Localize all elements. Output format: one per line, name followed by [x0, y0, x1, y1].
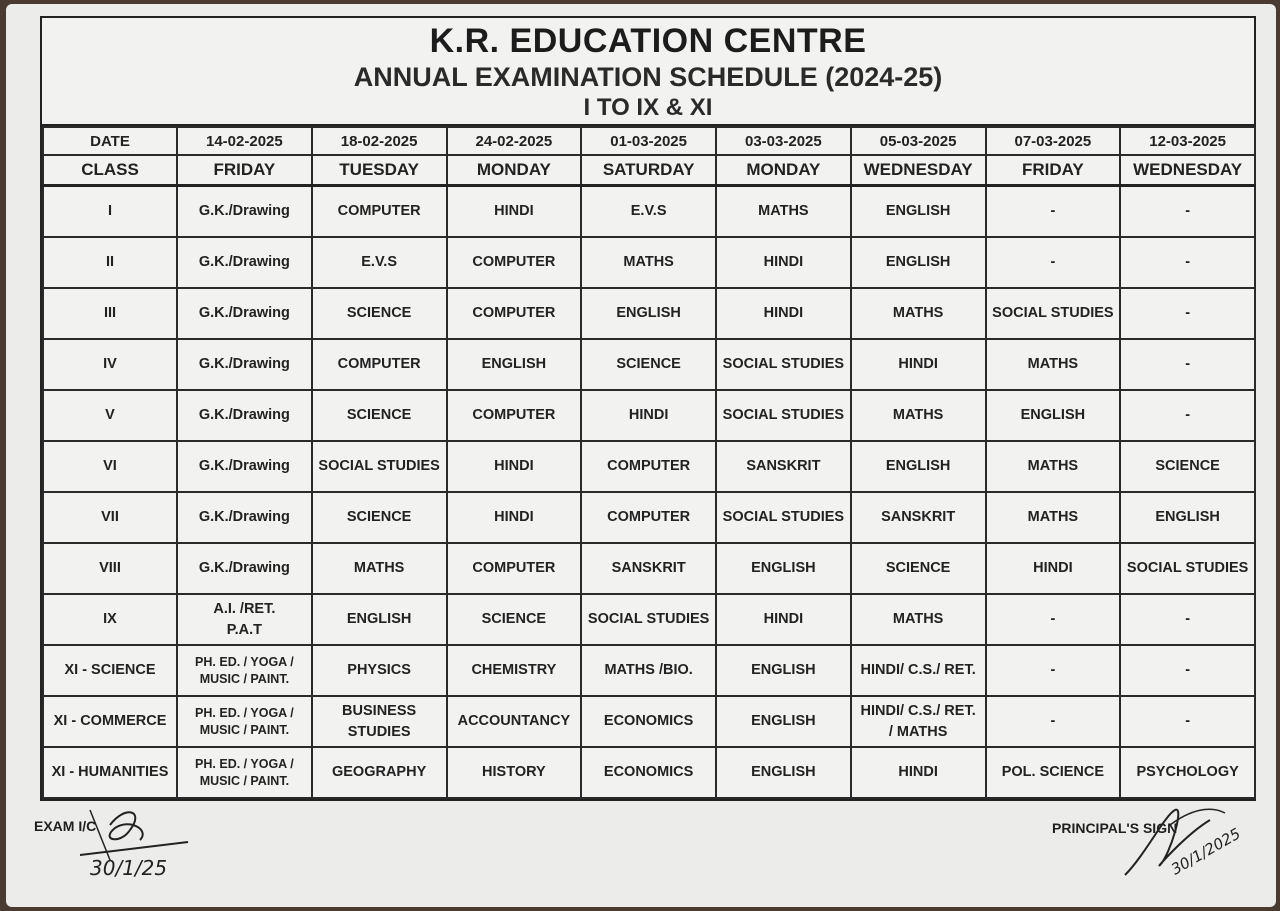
subject-cell: HINDI	[447, 492, 582, 543]
date-cell: 05-03-2025	[851, 127, 986, 155]
subject-cell: HINDI	[716, 288, 851, 339]
table-row	[43, 339, 1255, 390]
subject-cell: ECONOMICS	[581, 696, 716, 747]
subject-cell: COMPUTER	[581, 441, 716, 492]
subject-cell: -	[1120, 237, 1255, 288]
subject-cell: COMPUTER	[312, 186, 447, 238]
day-cell: MONDAY	[716, 155, 851, 186]
day-cell: FRIDAY	[177, 155, 312, 186]
subject-cell: SCIENCE	[312, 492, 447, 543]
class-cell: XI - COMMERCE	[43, 696, 177, 747]
exam-schedule-table	[42, 126, 1256, 799]
subject-cell: MATHS	[581, 237, 716, 288]
subject-cell: HINDI	[986, 543, 1121, 594]
subject-cell: MATHS	[851, 288, 986, 339]
subject-cell: ECONOMICS	[581, 747, 716, 798]
exam-incharge-date: 30/1/25	[90, 856, 168, 880]
subject-cell: ENGLISH	[986, 390, 1121, 441]
subject-cell: G.K./Drawing	[177, 186, 312, 238]
subject-cell: ENGLISH	[447, 339, 582, 390]
subject-cell: HINDI	[447, 186, 582, 238]
subject-cell: SANSKRIT	[716, 441, 851, 492]
table-row	[43, 390, 1255, 441]
subject-cell: -	[986, 696, 1121, 747]
subject-cell: E.V.S	[312, 237, 447, 288]
subject-cell: ACCOUNTANCY	[447, 696, 582, 747]
subject-cell: COMPUTER	[447, 237, 582, 288]
day-cell: FRIDAY	[986, 155, 1121, 186]
subject-cell: CHEMISTRY	[447, 645, 582, 696]
subject-cell: COMPUTER	[447, 543, 582, 594]
subject-cell: GEOGRAPHY	[312, 747, 447, 798]
subject-cell: MATHS	[716, 186, 851, 238]
subject-cell: -	[986, 186, 1121, 238]
subject-cell: SCIENCE	[851, 543, 986, 594]
subject-cell: ENGLISH	[312, 594, 447, 645]
subject-cell: -	[986, 645, 1121, 696]
subject-cell: G.K./Drawing	[177, 492, 312, 543]
table-row	[43, 594, 1255, 645]
class-cell: IX	[43, 594, 177, 645]
subject-cell: -	[1120, 186, 1255, 238]
date-header-row	[43, 127, 1255, 155]
date-cell: 03-03-2025	[716, 127, 851, 155]
day-cell: TUESDAY	[312, 155, 447, 186]
subject-cell: SOCIAL STUDIES	[716, 339, 851, 390]
class-cell: III	[43, 288, 177, 339]
subject-cell: G.K./Drawing	[177, 543, 312, 594]
subject-cell: HINDI	[851, 747, 986, 798]
date-cell: 07-03-2025	[986, 127, 1121, 155]
subject-cell: ENGLISH	[716, 645, 851, 696]
subject-cell: SCIENCE	[1120, 441, 1255, 492]
subject-cell: SOCIAL STUDIES	[312, 441, 447, 492]
day-cell: SATURDAY	[581, 155, 716, 186]
subject-cell: -	[986, 237, 1121, 288]
class-cell: XI - SCIENCE	[43, 645, 177, 696]
subject-cell: COMPUTER	[312, 339, 447, 390]
subject-cell: MATHS	[312, 543, 447, 594]
subject-cell: ENGLISH	[851, 237, 986, 288]
day-header-row	[43, 155, 1255, 186]
class-cell: II	[43, 237, 177, 288]
date-cell: 18-02-2025	[312, 127, 447, 155]
schedule-body	[43, 186, 1255, 799]
subject-cell: HINDI	[447, 441, 582, 492]
subject-cell: ENGLISH	[581, 288, 716, 339]
subject-cell: -	[1120, 390, 1255, 441]
table-row	[43, 747, 1255, 798]
subject-cell: SCIENCE	[312, 288, 447, 339]
subject-cell: BUSINESS STUDIES	[312, 696, 447, 747]
subject-cell: G.K./Drawing	[177, 441, 312, 492]
subject-cell: -	[1120, 288, 1255, 339]
subject-cell: MATHS /BIO.	[581, 645, 716, 696]
subject-cell: SOCIAL STUDIES	[1120, 543, 1255, 594]
exam-incharge-label: EXAM I/C	[34, 818, 97, 834]
subject-cell: -	[986, 594, 1121, 645]
subject-cell: HINDI	[851, 339, 986, 390]
date-label: DATE	[43, 127, 177, 155]
subject-cell: -	[1120, 339, 1255, 390]
subject-cell: SOCIAL STUDIES	[716, 390, 851, 441]
exam-incharge-signature	[70, 800, 200, 880]
subject-cell: PSYCHOLOGY	[1120, 747, 1255, 798]
subject-cell: SCIENCE	[312, 390, 447, 441]
class-cell: IV	[43, 339, 177, 390]
subject-cell: PHYSICS	[312, 645, 447, 696]
class-label: CLASS	[43, 155, 177, 186]
subject-cell: SANSKRIT	[851, 492, 986, 543]
subject-cell: COMPUTER	[447, 390, 582, 441]
subject-cell: PH. ED. / YOGA / MUSIC / PAINT.	[177, 747, 312, 798]
schedule-header	[42, 18, 1254, 126]
table-row	[43, 186, 1255, 238]
class-cell: VII	[43, 492, 177, 543]
table-row	[43, 441, 1255, 492]
subject-cell: -	[1120, 594, 1255, 645]
principal-date: 30/1/2025	[1168, 824, 1244, 879]
table-row	[43, 543, 1255, 594]
subject-cell: MATHS	[851, 390, 986, 441]
subject-cell: -	[1120, 645, 1255, 696]
subject-cell: PH. ED. / YOGA / MUSIC / PAINT.	[177, 696, 312, 747]
school-name: K.R. EDUCATION CENTRE	[429, 22, 867, 60]
subject-cell: ENGLISH	[716, 696, 851, 747]
subject-cell: MATHS	[986, 441, 1121, 492]
subject-cell: ENGLISH	[716, 747, 851, 798]
date-cell: 14-02-2025	[177, 127, 312, 155]
class-cell: VI	[43, 441, 177, 492]
subject-cell: SCIENCE	[581, 339, 716, 390]
principal-signature	[1115, 795, 1265, 890]
subject-cell: -	[1120, 696, 1255, 747]
subject-cell: POL. SCIENCE	[986, 747, 1121, 798]
subject-cell: SANSKRIT	[581, 543, 716, 594]
subject-cell: SCIENCE	[447, 594, 582, 645]
subject-cell: ENGLISH	[1120, 492, 1255, 543]
subject-cell: ENGLISH	[851, 186, 986, 238]
subject-cell: E.V.S	[581, 186, 716, 238]
subject-cell: HINDI/ C.S./ RET.	[851, 645, 986, 696]
table-row	[43, 696, 1255, 747]
class-cell: V	[43, 390, 177, 441]
day-cell: MONDAY	[447, 155, 582, 186]
subject-cell: HINDI/ C.S./ RET. / MATHS	[851, 696, 986, 747]
subject-cell: G.K./Drawing	[177, 390, 312, 441]
subject-cell: PH. ED. / YOGA / MUSIC / PAINT.	[177, 645, 312, 696]
class-cell: VIII	[43, 543, 177, 594]
subject-cell: A.I. /RET. P.A.T	[177, 594, 312, 645]
class-cell: XI - HUMANITIES	[43, 747, 177, 798]
subject-cell: MATHS	[851, 594, 986, 645]
subject-cell: ENGLISH	[716, 543, 851, 594]
subject-cell: HINDI	[716, 594, 851, 645]
subject-cell: HISTORY	[447, 747, 582, 798]
schedule-sheet	[40, 16, 1256, 801]
date-cell: 12-03-2025	[1120, 127, 1255, 155]
subject-cell: COMPUTER	[447, 288, 582, 339]
subject-cell: HINDI	[581, 390, 716, 441]
table-row	[43, 288, 1255, 339]
subject-cell: HINDI	[716, 237, 851, 288]
classes-range: I TO IX & XI	[583, 94, 713, 121]
principal-sign-label: PRINCIPAL'S SIGN	[1052, 820, 1178, 836]
class-cell: I	[43, 186, 177, 238]
table-row	[43, 492, 1255, 543]
subject-cell: G.K./Drawing	[177, 288, 312, 339]
subject-cell: SOCIAL STUDIES	[581, 594, 716, 645]
subject-cell: SOCIAL STUDIES	[986, 288, 1121, 339]
subject-cell: MATHS	[986, 492, 1121, 543]
subject-cell: G.K./Drawing	[177, 237, 312, 288]
date-cell: 24-02-2025	[447, 127, 582, 155]
subject-cell: MATHS	[986, 339, 1121, 390]
subject-cell: COMPUTER	[581, 492, 716, 543]
subject-cell: ENGLISH	[851, 441, 986, 492]
day-cell: WEDNESDAY	[1120, 155, 1255, 186]
day-cell: WEDNESDAY	[851, 155, 986, 186]
schedule-title: ANNUAL EXAMINATION SCHEDULE (2024-25)	[353, 62, 943, 92]
date-cell: 01-03-2025	[581, 127, 716, 155]
table-row	[43, 237, 1255, 288]
subject-cell: SOCIAL STUDIES	[716, 492, 851, 543]
table-row	[43, 645, 1255, 696]
subject-cell: G.K./Drawing	[177, 339, 312, 390]
